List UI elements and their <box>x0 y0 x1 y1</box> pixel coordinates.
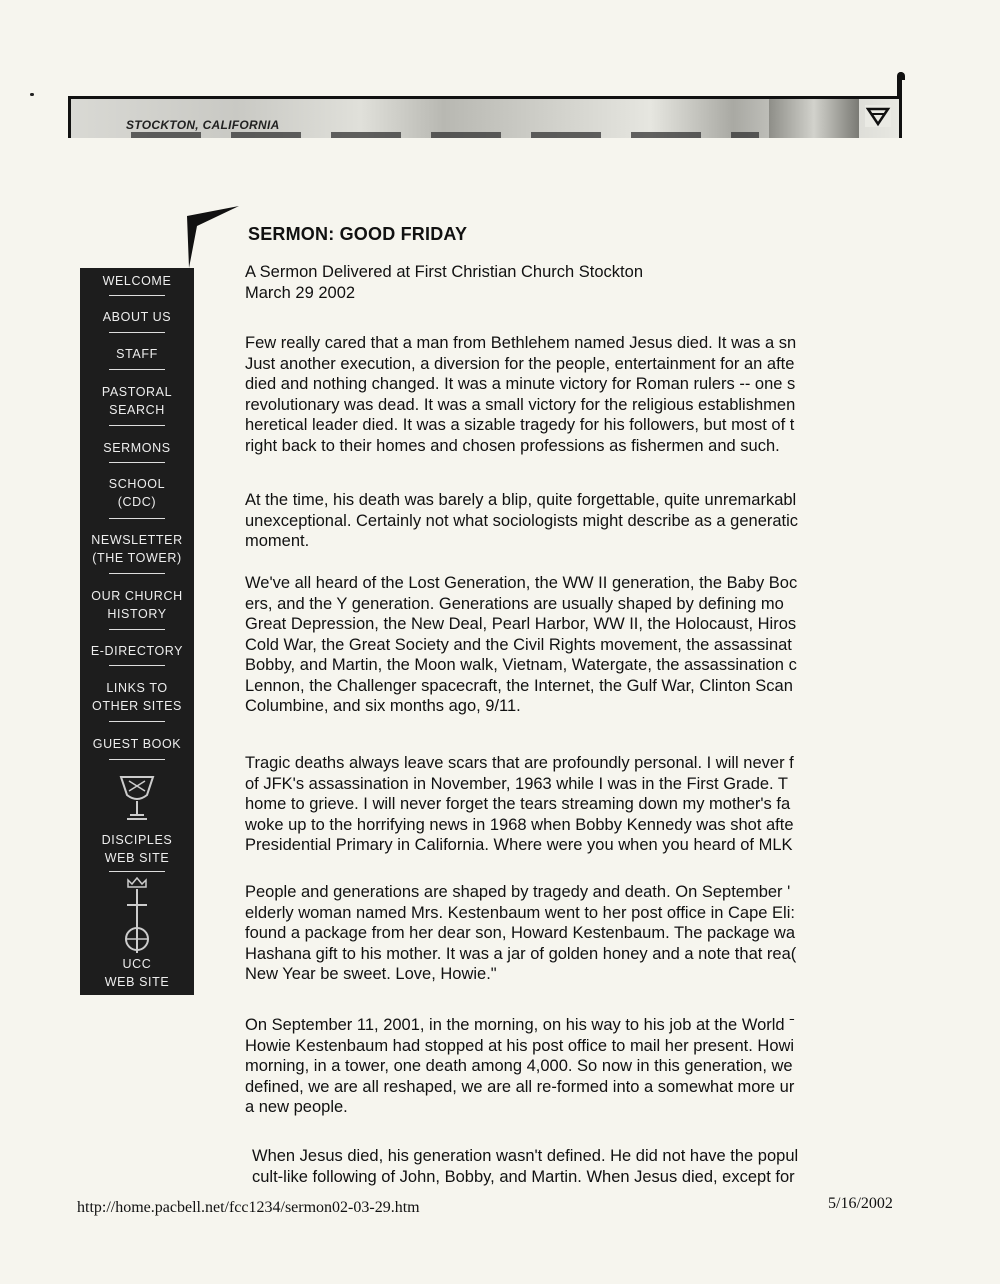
paragraph-line: home to grieve. I will never forget the tears streaming down my mother's fa <box>245 795 791 813</box>
nav-separator <box>80 369 194 370</box>
sermon-title: SERMON: GOOD FRIDAY <box>248 224 468 244</box>
sidebar-item-label: STAFF <box>116 347 158 361</box>
sidebar-item-label: SEARCH <box>109 403 165 417</box>
sidebar-item-pastoral-search[interactable] <box>80 383 194 419</box>
paragraph-line: right back to their homes and chosen professions as fishermen and such. <box>245 436 780 455</box>
sidebar-item-label: ABOUT US <box>102 310 172 324</box>
nav-separator <box>80 295 194 296</box>
sermon-subtitle <box>245 262 643 304</box>
paragraph-line: cult-like following of John, Bobby, and Martin. When Jesus died, except for <box>252 1167 795 1186</box>
sidebar-item-newsletter[interactable] <box>80 531 194 567</box>
sidebar-item-ucc[interactable] <box>80 955 194 991</box>
sidebar-item-label: HISTORY <box>107 607 167 621</box>
sermon-date: March 29 2002 <box>245 284 356 302</box>
paragraph-line: a new people. <box>245 1098 348 1116</box>
paragraph-line: ers, and the Y generation. Generations are usually shaped by defining mo <box>245 594 784 613</box>
sidebar-nav <box>80 268 194 995</box>
paragraph-line: Columbine, and six months ago, 9/11. <box>245 697 521 715</box>
print-date: 5/16/2002 <box>828 1195 893 1212</box>
nav-separator <box>80 871 194 872</box>
scan-speck <box>30 93 34 96</box>
paragraph-line: Few really cared that a man from Bethlehem named Jesus died. It was a sn <box>245 334 797 352</box>
sermon-paragraph <box>245 573 910 717</box>
sidebar-item-label: (THE TOWER) <box>92 551 182 565</box>
nav-separator <box>80 665 194 666</box>
paragraph-line: Presidential Primary in California. Where were you when you heard of MLK <box>245 836 793 854</box>
nav-separator <box>80 721 194 722</box>
sidebar-item-disciples[interactable] <box>80 831 194 867</box>
paragraph-line: On September 11, 2001, in the morning, on his way to his job at the World ˉ <box>245 1016 795 1034</box>
sidebar-item-church-history[interactable] <box>80 587 194 623</box>
sidebar-item-school[interactable] <box>80 475 194 511</box>
nav-separator <box>80 462 194 463</box>
paragraph-line: found a package from her dear son, Howard Kestenbaum. The package wa <box>245 924 796 942</box>
sermon-paragraph <box>245 333 910 456</box>
paragraph-line: moment. <box>245 532 310 550</box>
banner-photo <box>769 99 859 138</box>
sidebar-item-label: OUR CHURCH <box>91 589 183 603</box>
paragraph-line: revolutionary was dead. It was a small victory for the religious establishmen <box>245 395 796 414</box>
paragraph-line: elderly woman named Mrs. Kestenbaum went to her post office in Cape Eli: <box>245 903 795 922</box>
paragraph-line: When Jesus died, his generation wasn't defined. He did not have the popul <box>252 1147 799 1165</box>
sidebar-item-label: DISCIPLES <box>101 833 173 847</box>
sidebar-item-label: PASTORAL <box>101 385 173 399</box>
sidebar-item-label: UCC <box>122 957 152 971</box>
paragraph-line: New Year be sweet. Love, Howie." <box>245 965 497 983</box>
sidebar-item-label: NEWSLETTER <box>91 533 183 547</box>
sermon-paragraph <box>252 1146 910 1187</box>
sidebar-item-staff[interactable] <box>80 345 194 363</box>
sidebar-item-label: WEB SITE <box>104 851 170 865</box>
sidebar-item-label: SERMONS <box>103 441 171 455</box>
nav-separator <box>80 629 194 630</box>
sidebar-item-sermons[interactable] <box>80 439 194 457</box>
paragraph-line: morning, in a tower, one death among 4,000. So now in this generation, we <box>245 1057 793 1075</box>
sidebar-item-label: GUEST BOOK <box>92 737 182 751</box>
sidebar-item-about-us[interactable] <box>80 308 194 326</box>
paragraph-line: We've all heard of the Lost Generation, the WW II generation, the Baby Boc <box>245 574 798 592</box>
sidebar-item-label: SCHOOL <box>108 477 166 491</box>
sidebar-item-label: WEB SITE <box>104 975 170 989</box>
nav-separator <box>80 573 194 574</box>
sermon-paragraph <box>245 490 910 552</box>
paragraph-line: Great Depression, the New Deal, Pearl Harbor, WW II, the Holocaust, Hiros <box>245 615 797 633</box>
paragraph-line: At the time, his death was barely a blip, quite forgettable, quite unremarkabl <box>245 491 797 509</box>
paragraph-line: People and generations are shaped by tragedy and death. On September ' <box>245 883 791 901</box>
page-url: http://home.pacbell.net/fcc1234/sermon02-03-29.htm <box>77 1199 420 1216</box>
banner-church-name-graphic <box>131 132 759 138</box>
paragraph-line: died and nothing changed. It was a minute victory for Roman rulers -- one s <box>245 375 796 393</box>
sidebar-item-links[interactable] <box>80 679 194 715</box>
ucc-cross-icon[interactable] <box>117 877 157 957</box>
header-city: STOCKTON, CALIFORNIA <box>126 118 280 132</box>
chalice-icon[interactable] <box>117 773 157 823</box>
paragraph-line: Just another execution, a diversion for the people, entertainment for an afte <box>245 354 795 373</box>
sermon-paragraph <box>245 1015 910 1118</box>
nav-separator <box>80 759 194 760</box>
sermon-paragraph <box>245 753 910 856</box>
paragraph-line: woke up to the horrifying news in 1968 when Bobby Kennedy was shot afte <box>245 815 794 834</box>
sidebar-item-label: E-DIRECTORY <box>90 644 184 658</box>
paragraph-line: Tragic deaths always leave scars that are profoundly personal. I will never f <box>245 754 794 772</box>
sidebar-item-label: (CDC) <box>117 495 157 509</box>
sermon-paragraph <box>245 882 910 985</box>
sidebar-item-label: OTHER SITES <box>92 699 182 713</box>
paragraph-line: Lennon, the Challenger spacecraft, the Internet, the Gulf War, Clinton Scan <box>245 676 793 695</box>
paragraph-line: of JFK's assassination in November, 1963 while I was in the First Grade. T <box>245 774 789 793</box>
sidebar-item-guest-book[interactable] <box>80 735 194 753</box>
sidebar-item-label: WELCOME <box>102 274 172 288</box>
paragraph-line: heretical leader died. It was a sizable tragedy for his followers, but most of t <box>245 416 795 434</box>
nav-separator <box>80 425 194 426</box>
paragraph-line: Cold War, the Great Society and the Civil Rights movement, the assassinat <box>245 635 792 654</box>
paragraph-line: Bobby, and Martin, the Moon walk, Vietnam, Watergate, the assassination c <box>245 656 797 674</box>
sidebar-item-e-directory[interactable] <box>80 642 194 660</box>
nav-separator <box>80 518 194 519</box>
chalice-logo-icon[interactable] <box>865 105 891 127</box>
sidebar-item-label: LINKS TO <box>106 681 168 695</box>
corner-triangle <box>187 206 239 268</box>
paragraph-line: defined, we are all reshaped, we are all re-formed into a somewhat more ur <box>245 1077 795 1096</box>
nav-separator <box>80 332 194 333</box>
sermon-subtitle-line: A Sermon Delivered at First Christian Church Stockton <box>245 263 643 281</box>
sidebar-item-welcome[interactable] <box>80 272 194 290</box>
paragraph-line: unexceptional. Certainly not what sociologists might describe as a generatic <box>245 511 799 530</box>
paragraph-line: Hashana gift to his mother. It was a jar of golden honey and a note that rea( <box>245 944 797 963</box>
header-banner[interactable] <box>68 96 902 138</box>
paragraph-line: Howie Kestenbaum had stopped at his post office to mail her present. Howi <box>245 1036 795 1055</box>
